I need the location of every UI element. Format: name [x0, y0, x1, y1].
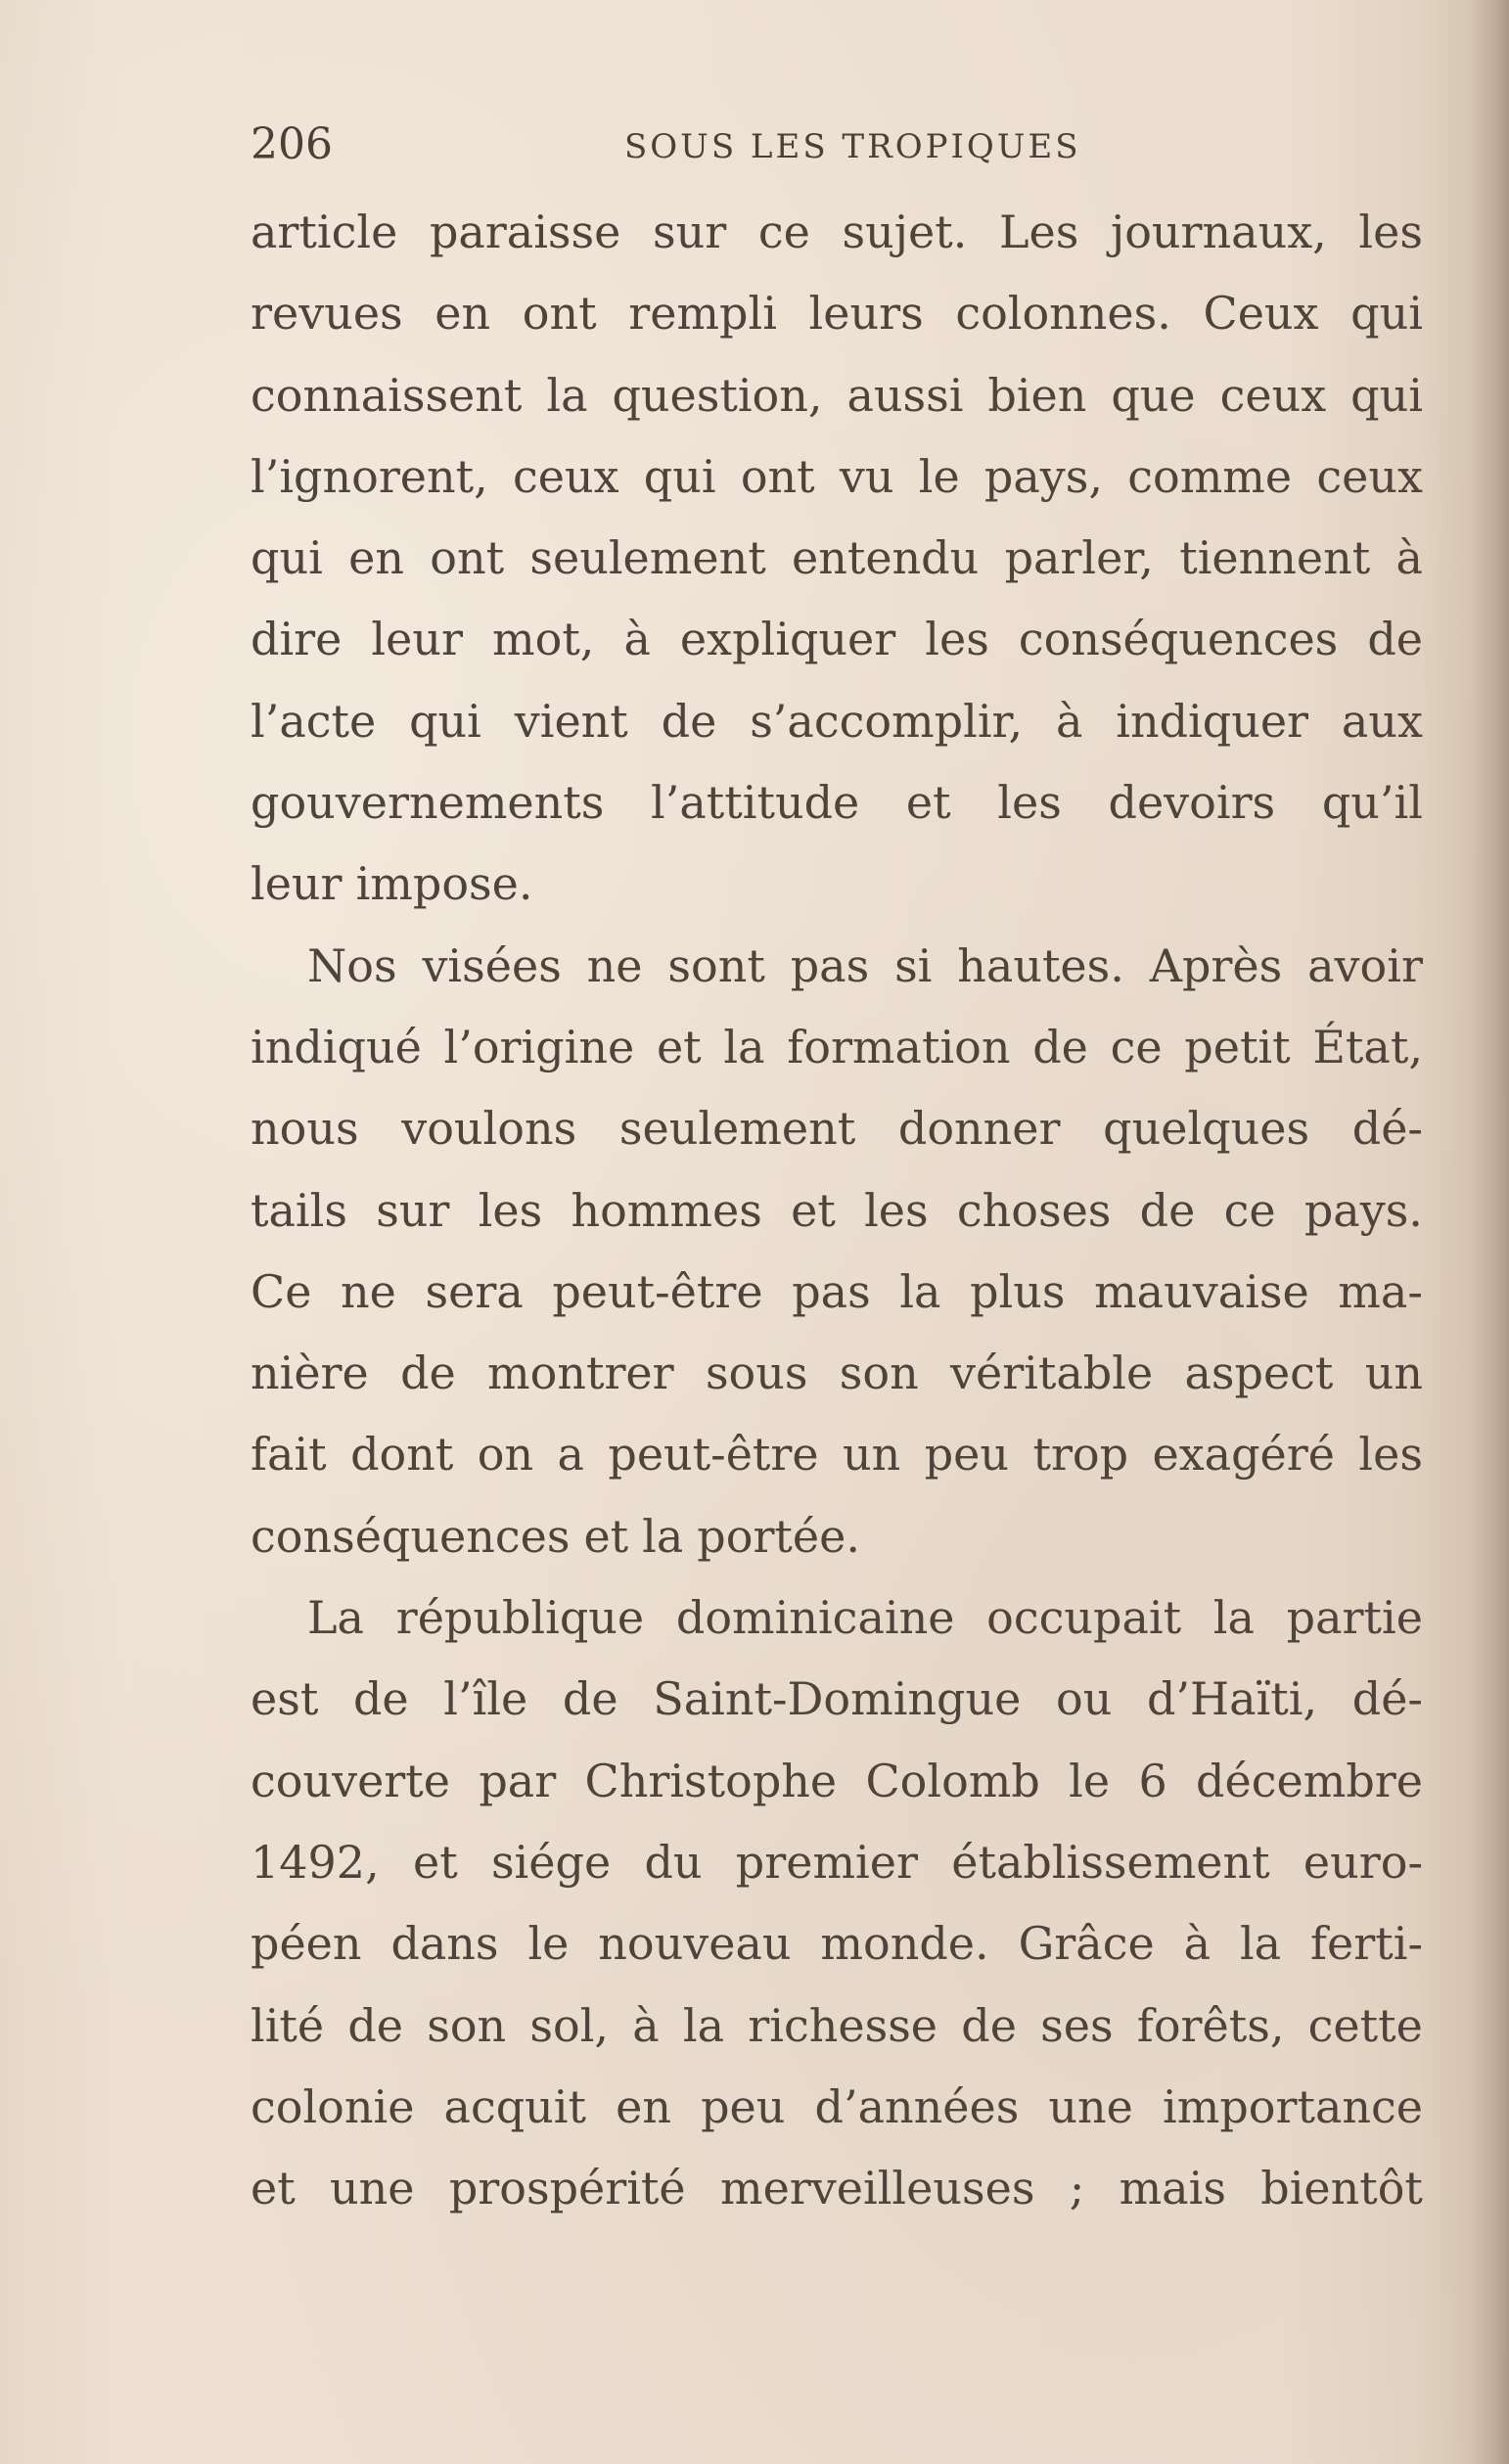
text-line: conséquences et la portée.	[251, 1509, 860, 1563]
text-line: nière de montrer sous son véritable aspect un	[251, 1346, 1423, 1400]
paragraph	[251, 1577, 1423, 2229]
text-line: péen dans le nouveau monde. Grâce à la ferti-	[251, 1917, 1423, 1971]
text-line: qui en ont seulement entendu parler, tiennent à	[251, 531, 1423, 585]
text-line: l’acte qui vient de s’accomplir, à indiquer aux	[251, 694, 1423, 748]
running-head	[251, 115, 1425, 174]
text-line: Ce ne sera peut-être pas la plus mauvaise ma-	[251, 1264, 1423, 1318]
text-line: couverte par Christophe Colomb le 6 décembre	[251, 1754, 1423, 1807]
text-line: et une prospérité merveilleuses ; mais bientôt	[251, 2162, 1423, 2215]
text-line: indiqué l’origine et la formation de ce petit État,	[251, 1020, 1423, 1073]
running-title: SOUS LES TROPIQUES	[624, 127, 1081, 166]
text-line: lité de son sol, à la richesse de ses forêts, cette	[251, 1998, 1423, 2052]
page-edge-shadow	[1470, 0, 1509, 2464]
text-line: colonie acquit en peu d’années une importance	[251, 2079, 1423, 2133]
paragraph	[251, 926, 1423, 1577]
text-line: dire leur mot, à expliquer les conséquences de	[251, 613, 1423, 666]
paragraph	[251, 192, 1423, 926]
text-line: La république dominicaine occupait la partie	[307, 1591, 1423, 1645]
text-line: 1492, et siége du premier établissement euro-	[251, 1835, 1423, 1889]
text-line: gouvernements l’attitude et les devoirs qu’il	[251, 776, 1423, 830]
text-line: l’ignorent, ceux qui ont vu le pays, comme ceux	[251, 449, 1423, 503]
text-line: fait dont on a peut-être un peu trop exagéré les	[251, 1428, 1423, 1482]
text-line: nous voulons seulement donner quelques dé-	[251, 1102, 1423, 1156]
text-line: tails sur les hommes et les choses de ce pays.	[251, 1183, 1423, 1237]
text-line: Nos visées ne sont pas si hautes. Après avoir	[307, 938, 1423, 992]
text-line: revues en ont rempli leurs colonnes. Ceux qui	[251, 287, 1423, 341]
text-line: leur impose.	[251, 857, 533, 911]
text-line: est de l’île de Saint-Domingue ou d’Haïti, dé-	[251, 1672, 1423, 1726]
text-line: article paraisse sur ce sujet. Les journaux, les	[251, 205, 1423, 258]
body-text	[251, 192, 1423, 2229]
page-number: 206	[251, 119, 333, 169]
text-line: connaissent la question, aussi bien que ceux qui	[251, 368, 1423, 422]
